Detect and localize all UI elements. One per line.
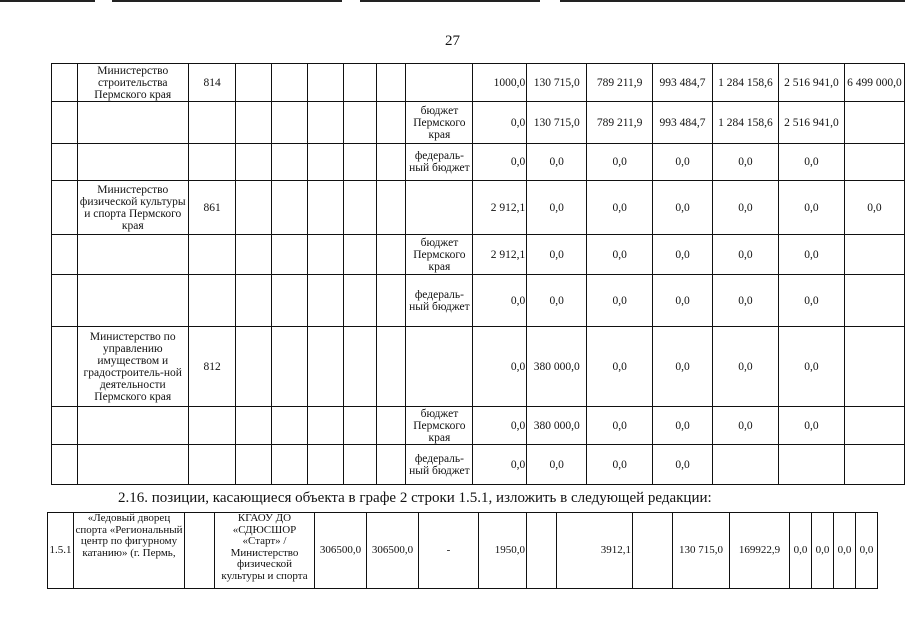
empty-cell: [376, 64, 406, 102]
value-cell: 0,0: [778, 327, 844, 407]
zero-cell: 0,0: [790, 513, 812, 589]
value-cell: 0,0: [587, 144, 653, 181]
table-row: [52, 235, 905, 275]
dash-cell: -: [419, 513, 479, 589]
empty-cell: [236, 327, 272, 407]
empty-cell: [343, 102, 376, 144]
empty-cell: [308, 445, 344, 485]
value-cell: 6 499 000,0: [844, 64, 904, 102]
value-cell: 306500,0: [367, 513, 419, 589]
ministry-name: Министерство по управлению имуществом и градостроитель-ной деятельности Пермского края: [77, 327, 188, 407]
table-row: [52, 327, 905, 407]
empty-cell: [52, 181, 78, 235]
empty-cell: [376, 102, 406, 144]
empty-cell: [343, 445, 376, 485]
ministry-name: [77, 445, 188, 485]
empty-cell: [376, 235, 406, 275]
value-cell: 2 516 941,0: [778, 64, 844, 102]
table-row: [52, 144, 905, 181]
value-cell: 0,0: [653, 235, 713, 275]
empty-cell: [376, 445, 406, 485]
row-number: 1.5.1: [48, 513, 74, 589]
page-number: 27: [445, 33, 460, 49]
value-cell: 0,0: [527, 144, 587, 181]
empty-cell: [52, 235, 78, 275]
value-cell: 0,0: [778, 235, 844, 275]
empty-cell: [236, 235, 272, 275]
empty-cell: [52, 275, 78, 327]
empty-cell: [308, 181, 344, 235]
value-cell: 993 484,7: [653, 102, 713, 144]
empty-cell: [308, 327, 344, 407]
empty-cell: [308, 102, 344, 144]
table-row: [52, 64, 905, 102]
code-cell: [188, 102, 236, 144]
object-table: [47, 512, 878, 589]
funding-source: бюджет Пермского края: [406, 407, 473, 445]
empty-cell: [308, 235, 344, 275]
value-cell: 0,0: [473, 275, 527, 327]
value-cell: 0,0: [653, 445, 713, 485]
value-cell: 2 516 941,0: [778, 102, 844, 144]
empty-cell: [272, 64, 308, 102]
value-cell: [844, 445, 904, 485]
ministry-name: [77, 235, 188, 275]
funding-source: [406, 181, 473, 235]
value-cell: 1 284 158,6: [713, 102, 779, 144]
empty-cell: [376, 144, 406, 181]
funding-source: федераль-ный бюджет: [406, 445, 473, 485]
empty-cell: [236, 445, 272, 485]
empty-cell: [527, 513, 557, 589]
ministry-name: [77, 275, 188, 327]
value-cell: 3912,1: [557, 513, 633, 589]
code-cell: [188, 144, 236, 181]
value-cell: 0,0: [527, 275, 587, 327]
funding-source: [406, 64, 473, 102]
value-cell: 0,0: [713, 327, 779, 407]
empty-cell: [343, 64, 376, 102]
empty-cell: [343, 235, 376, 275]
empty-cell: [52, 64, 78, 102]
value-cell: 0,0: [653, 144, 713, 181]
value-cell: 0,0: [713, 275, 779, 327]
table-row: [52, 445, 905, 485]
empty-cell: [343, 407, 376, 445]
value-cell: 0,0: [713, 235, 779, 275]
table-row: [52, 275, 905, 327]
value-cell: 0,0: [587, 275, 653, 327]
table-row: [52, 407, 905, 445]
funding-source: федераль-ный бюджет: [406, 275, 473, 327]
empty-cell: [236, 275, 272, 327]
value-cell: 0,0: [713, 144, 779, 181]
empty-cell: [236, 144, 272, 181]
ministry-name: Министерство строительства Пермского края: [77, 64, 188, 102]
empty-cell: [236, 64, 272, 102]
code-cell: 814: [188, 64, 236, 102]
empty-cell: [236, 181, 272, 235]
empty-cell: [308, 144, 344, 181]
empty-cell: [185, 513, 215, 589]
code-cell: [188, 407, 236, 445]
code-cell: [188, 275, 236, 327]
empty-cell: [52, 407, 78, 445]
zero-cell: 0,0: [856, 513, 878, 589]
empty-cell: [376, 407, 406, 445]
empty-cell: [272, 275, 308, 327]
value-cell: 789 211,9: [587, 102, 653, 144]
funding-source: бюджет Пермского края: [406, 235, 473, 275]
top-rule-3: [360, 0, 540, 2]
value-cell: [713, 445, 779, 485]
value-cell: 789 211,9: [587, 64, 653, 102]
table-row: [52, 102, 905, 144]
value-cell: 993 484,7: [653, 64, 713, 102]
value-cell: 0,0: [653, 407, 713, 445]
value-cell: 0,0: [587, 327, 653, 407]
empty-cell: [633, 513, 673, 589]
value-cell: 130 715,0: [527, 102, 587, 144]
value-cell: 0,0: [527, 235, 587, 275]
ministry-name: [77, 102, 188, 144]
empty-cell: [272, 407, 308, 445]
empty-cell: [343, 327, 376, 407]
value-cell: 0,0: [653, 275, 713, 327]
empty-cell: [236, 407, 272, 445]
ministry-name: [77, 144, 188, 181]
value-cell: 0,0: [473, 327, 527, 407]
empty-cell: [272, 144, 308, 181]
value-cell: 0,0: [527, 445, 587, 485]
value-cell: 0,0: [844, 181, 904, 235]
code-cell: [188, 235, 236, 275]
value-cell: 0,0: [653, 181, 713, 235]
zero-cell: 0,0: [834, 513, 856, 589]
value-cell: [778, 445, 844, 485]
value-cell: [844, 235, 904, 275]
value-cell: 0,0: [473, 407, 527, 445]
value-cell: 0,0: [778, 407, 844, 445]
funding-source: федераль-ный бюджет: [406, 144, 473, 181]
value-cell: 306500,0: [315, 513, 367, 589]
table-row: [52, 181, 905, 235]
value-cell: 130 715,0: [527, 64, 587, 102]
value-cell: 0,0: [587, 407, 653, 445]
empty-cell: [272, 102, 308, 144]
empty-cell: [52, 144, 78, 181]
value-cell: [844, 407, 904, 445]
empty-cell: [52, 327, 78, 407]
empty-cell: [376, 327, 406, 407]
empty-cell: [376, 181, 406, 235]
value-cell: 1000,0: [473, 64, 527, 102]
object-row: [48, 513, 878, 589]
empty-cell: [272, 235, 308, 275]
value-cell: 2 912,1: [473, 235, 527, 275]
funding-source: [406, 327, 473, 407]
ministry-name: [77, 407, 188, 445]
zero-cell: 0,0: [812, 513, 834, 589]
value-cell: 0,0: [473, 445, 527, 485]
empty-cell: [376, 275, 406, 327]
instruction-text: 2.16. позиции, касающиеся объекта в графе 2 строки 1.5.1, изложить в следующей редакции:: [118, 490, 712, 506]
top-rule-1: [0, 0, 95, 2]
value-cell: 0,0: [713, 181, 779, 235]
value-cell: [844, 327, 904, 407]
code-cell: 812: [188, 327, 236, 407]
value-cell: [844, 102, 904, 144]
value-cell: 1 284 158,6: [713, 64, 779, 102]
value-cell: 0,0: [587, 181, 653, 235]
empty-cell: [236, 102, 272, 144]
responsible-org: КГАОУ ДО «СДЮСШОР «Старт» / Министерство физической культуры и спорта: [215, 513, 315, 589]
empty-cell: [308, 64, 344, 102]
empty-cell: [272, 181, 308, 235]
value-cell: 1950,0: [479, 513, 527, 589]
value-cell: 0,0: [778, 275, 844, 327]
value-cell: 0,0: [653, 327, 713, 407]
value-cell: 0,0: [778, 181, 844, 235]
value-cell: 0,0: [473, 102, 527, 144]
value-cell: 0,0: [473, 144, 527, 181]
value-cell: 0,0: [527, 181, 587, 235]
value-cell: 380 000,0: [527, 407, 587, 445]
value-cell: 380 000,0: [527, 327, 587, 407]
value-cell: 130 715,0: [673, 513, 730, 589]
value-cell: 169922,9: [730, 513, 790, 589]
value-cell: [844, 275, 904, 327]
budget-table: [51, 63, 905, 485]
ministry-name: Министерство физической культуры и спорта Пермского края: [77, 181, 188, 235]
empty-cell: [343, 144, 376, 181]
empty-cell: [343, 275, 376, 327]
code-cell: 861: [188, 181, 236, 235]
empty-cell: [343, 181, 376, 235]
funding-source: бюджет Пермского края: [406, 102, 473, 144]
value-cell: [844, 144, 904, 181]
object-name: «Ледовый дворец спорта «Региональный центр по фигурному катанию» (г. Пермь,: [74, 513, 185, 589]
code-cell: [188, 445, 236, 485]
value-cell: 0,0: [587, 235, 653, 275]
value-cell: 0,0: [713, 407, 779, 445]
empty-cell: [52, 445, 78, 485]
top-rule-2: [112, 0, 342, 2]
value-cell: 2 912,1: [473, 181, 527, 235]
empty-cell: [52, 102, 78, 144]
empty-cell: [308, 407, 344, 445]
empty-cell: [272, 327, 308, 407]
empty-cell: [308, 275, 344, 327]
value-cell: 0,0: [587, 445, 653, 485]
value-cell: 0,0: [778, 144, 844, 181]
top-rule-4: [560, 0, 905, 2]
empty-cell: [272, 445, 308, 485]
